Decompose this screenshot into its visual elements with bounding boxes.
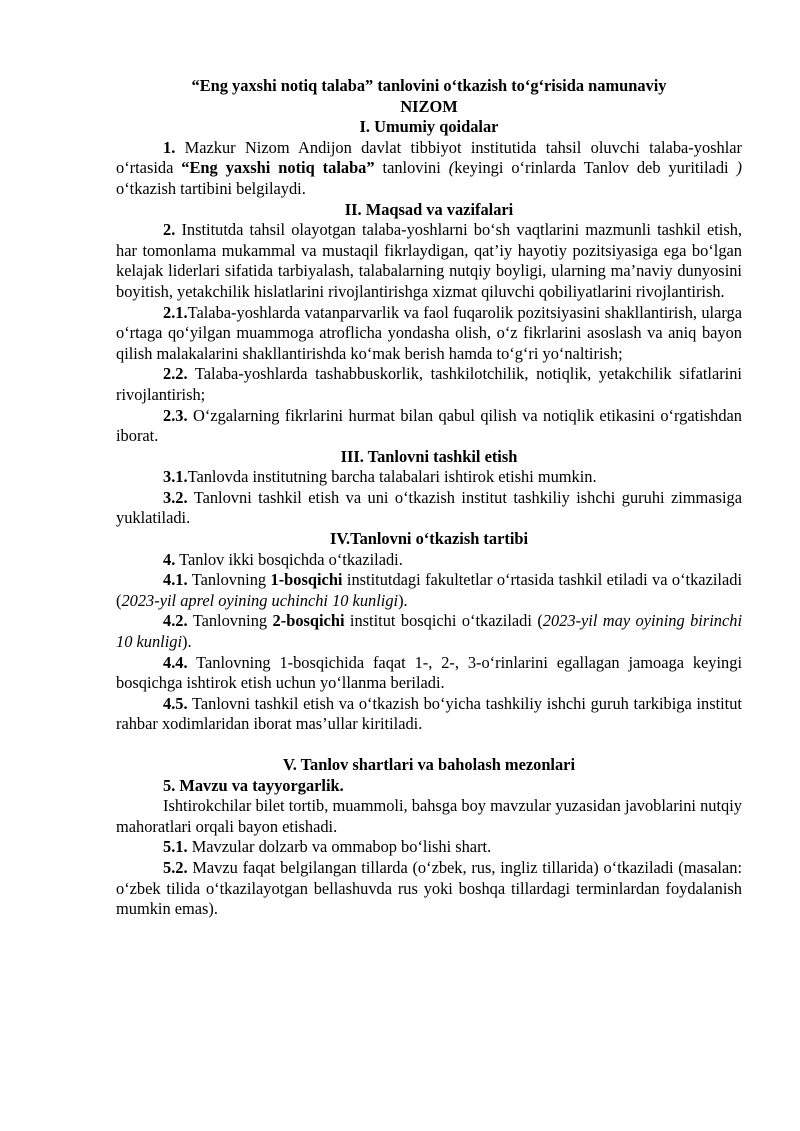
document-page <box>116 76 742 920</box>
paragraph-number: 2.2. <box>163 364 188 384</box>
stage-date: 2023-yil aprel oyining uchinchi 10 kunligi <box>121 590 399 610</box>
paragraph-3-2: 3.2. Tanlovni tashkil etish va uni o‘tkazish institut tashkiliy ishchi guruhi zimmasiga yuklatiladi. <box>116 487 742 528</box>
paragraph-5 <box>116 776 742 797</box>
paragraph-number: 5.2. <box>163 857 188 877</box>
paragraph-number: 5.1. <box>163 837 188 857</box>
paragraph-1: 1. Mazkur Nizom Andijon davlat tibbiyot institutida tahsil oluvchi talaba-yoshlar o‘rtasida “Eng yaxshi notiq talaba” tanlovini (keyingi o‘rinlarda Tanlov deb yuritiladi ) o‘tkazish tartibini belgilaydi. <box>116 137 742 198</box>
subsection-title: 5. Mavzu va tayyorgarlik. <box>163 775 344 795</box>
paragraph-3-1: 3.1.Tanlovda institutning barcha talabalari ishtirok etishi mumkin. <box>163 467 597 487</box>
paragraph-4-2: 4.2. Tanlovning 2-bosqichi institut bosqichi o‘tkaziladi (2023-yil may oyining birinchi 10 kunligi). <box>116 611 743 652</box>
paragraph-number: 4. <box>163 549 176 569</box>
paragraph-2: 2. Institutda tahsil olayotgan talaba-yoshlarni bo‘sh vaqtlarini mazmunli tashkil etish, har tomonlama mukammal va mustaqil fikrlaydigan, qat’iy hayotiy pozitsiyasiga ega bo‘lgan kelajak liderlari sifatida tarbiyalash, talabalarning nutqiy boyligi, ularning ma’naviy dunyosini boyitish, yetakchilik hislatlarini rivojlantirishga xizmat qiluvchi qobiliyatlarini rivojlantirish. <box>116 220 742 301</box>
paragraph-4-1: 4.1. Tanlovning 1-bosqichi institutdagi fakultetlar o‘rtasida tashkil etiladi va o‘tkaziladi (2023-yil aprel oyining uchinchi 10 kunligi). <box>116 570 742 610</box>
section-heading-1: I. Umumiy qoidalar <box>359 117 499 137</box>
section-heading-3: III. Tanlovni tashkil etish <box>340 446 518 466</box>
paragraph-4: 4. Tanlov ikki bosqichda o‘tkaziladi. <box>163 549 403 569</box>
title-line-1: “Eng yaxshi notiq talaba” tanlovini o‘tkazish to‘g‘risida namunaviy <box>191 76 667 95</box>
paragraph-number: 2. <box>163 220 176 240</box>
contest-name: “Eng yaxshi notiq talaba” <box>181 158 375 178</box>
section-heading-4: IV.Tanlovni o‘tkazish tartibi <box>329 529 529 549</box>
paragraph-4-4: 4.4. Tanlovning 1-bosqichida faqat 1-, 2-, 3-o‘rinlarini egallagan jamoaga keyingi bosqichga ishtirok etish uchun yo‘llanma beriladi. <box>116 652 742 693</box>
paragraph-number: 1. <box>163 137 176 157</box>
paragraph-2-3: 2.3. O‘zgalarning fikrlarini hurmat bilan qabul qilish va notiqlik etikasini o‘rgatishdan iborat. <box>116 405 742 446</box>
document-title <box>116 76 742 117</box>
paragraph-4-5: 4.5. Tanlovni tashkil etish va o‘tkazish bo‘yicha tashkiliy ishchi guruh tarkibiga institut rahbar xodimlaridan iborat mas’ullar kiritiladi. <box>116 693 742 734</box>
paragraph-number: 4.5. <box>163 693 188 713</box>
spacer <box>116 735 742 755</box>
paragraph-number: 4.1. <box>163 570 188 590</box>
paragraph-5-text: Ishtirokchilar bilet tortib, muammoli, bahsga boy mavzular yuzasidan javoblarini nutqiy mahoratlari orqali bayon etishadi. <box>116 796 742 836</box>
paragraph-2-2: 2.2. Talaba-yoshlarda tashabbuskorlik, tashkilotchilik, notiqlik, yetakchilik sifatlarini rivojlantirish; <box>116 364 742 404</box>
title-line-2: NIZOM <box>400 96 458 116</box>
paragraph-number: 4.2. <box>163 611 188 631</box>
paragraph-5-2: 5.2. Mavzu faqat belgilangan tillarda (o‘zbek, rus, ingliz tillarida) o‘tkaziladi (masalan: o‘zbek tilida o‘tkazilayotgan bellashuvda rus yoki boshqa tillardagi terminlardan foydalanish mumkin emas). <box>116 857 742 919</box>
paragraph-number: 2.1. <box>163 302 188 322</box>
paragraph-number: 4.4. <box>163 652 188 672</box>
paragraph-2-1: 2.1.Talaba-yoshlarda vatanparvarlik va faol fuqarolik pozitsiyasini shakllantirish, ularga o‘rtaga qo‘yilgan muammoga atroflicha yondasha olish, o‘z fikrlarini asoslash va aniq bayon qilish malakalarini shakllantirishda ko‘mak berish hamda to‘g‘ri yo‘naltirish; <box>116 302 742 363</box>
paragraph-number: 2.3. <box>163 405 188 425</box>
paragraph-5-1: 5.1. Mavzular dolzarb va ommabop bo‘lishi shart. <box>163 837 492 857</box>
section-heading-5: V. Tanlov shartlari va baholash mezonlari <box>282 755 576 774</box>
paragraph-number: 3.1. <box>163 467 188 487</box>
paragraph-number: 3.2. <box>163 487 188 507</box>
stage-date: 2023-yil may oyining birinchi 10 kunligi <box>116 611 743 652</box>
section-heading-2: II. Maqsad va vazifalari <box>344 199 514 219</box>
